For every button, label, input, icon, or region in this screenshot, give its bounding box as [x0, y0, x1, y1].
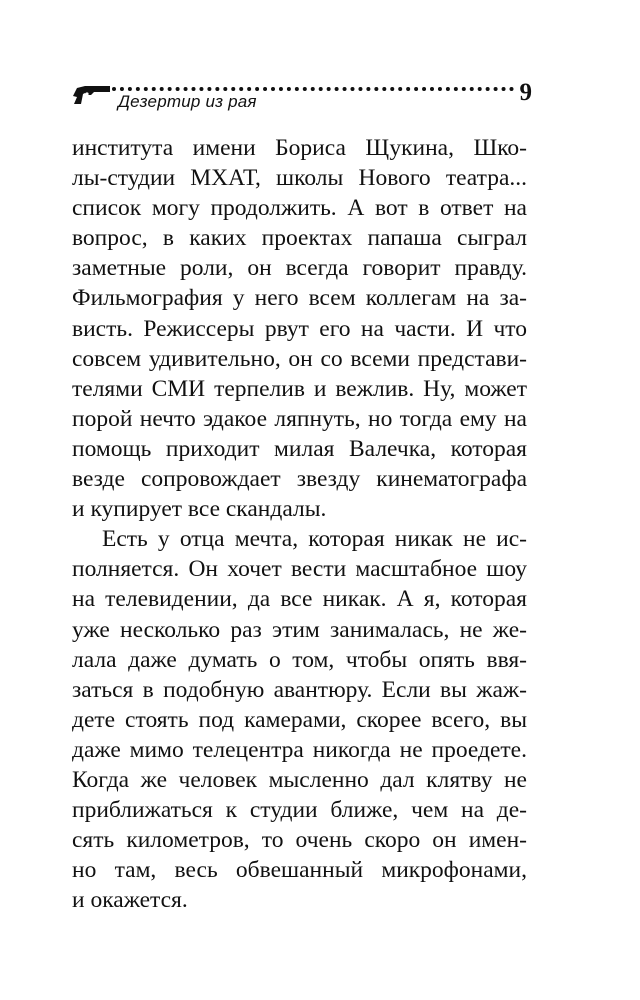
text-line: совсем удивительно, он со всеми представи-	[72, 345, 527, 372]
paragraph	[72, 524, 527, 915]
running-header	[72, 78, 532, 118]
text-line: института имени Бориса Щукина, Шко-	[72, 135, 527, 161]
text-line: телями СМИ терпелив и вежлив. Ну, может	[72, 375, 527, 402]
header-dotted-rule	[112, 87, 514, 91]
text-line: заться в подобную авантюру. Если вы жаж-	[72, 676, 527, 703]
text-line: Когда же человек мысленно дал клятву не	[72, 766, 527, 793]
text-line: Есть у отца мечта, которая никак не ис-	[102, 526, 527, 553]
text-line: везде сопровождает звезду кинематографа	[72, 466, 527, 493]
text-line: Фильмография у него всем коллегам на за-	[72, 285, 527, 312]
body-text	[72, 133, 527, 915]
text-line: уже несколько раз этим занималась, не же-	[72, 616, 527, 643]
revolver-icon	[72, 82, 112, 106]
running-title: Дезертир из рая	[118, 92, 257, 111]
text-line: порой нечто эдакое ляпнуть, но тогда ему на	[72, 405, 527, 432]
text-line: висть. Режиссеры рвут его на части. И что	[72, 315, 527, 342]
text-line: лала даже думать о том, чтобы опять ввя-	[72, 646, 527, 673]
text-line: список могу продолжить. А вот в ответ на	[72, 195, 527, 222]
text-line: на телевидении, да все никак. А я, которая	[72, 586, 527, 613]
text-line: дете стоять под камерами, скорее всего, вы	[72, 706, 527, 733]
page-number: 9	[519, 79, 532, 106]
text-line: помощь приходит милая Валечка, которая	[72, 435, 527, 462]
paragraph	[72, 133, 527, 524]
text-line: вопрос, в каких проектах папаша сыграл	[72, 225, 527, 252]
text-line: приближаться к студии ближе, чем на де-	[72, 797, 527, 824]
text-line: но там, весь обвешанный микрофонами,	[72, 857, 527, 884]
text-line: сять километров, то очень скоро он имен-	[72, 827, 527, 854]
text-line: даже мимо телецентра никогда не проедете.	[72, 736, 527, 763]
text-line: и окажется.	[72, 887, 188, 914]
text-line: лы-студии МХАТ, школы Нового театра...	[72, 165, 527, 192]
text-line: и купирует все скандалы.	[72, 496, 327, 523]
text-line: заметные роли, он всегда говорит правду.	[72, 255, 527, 282]
text-line: полняется. Он хочет вести масштабное шоу	[72, 556, 527, 583]
